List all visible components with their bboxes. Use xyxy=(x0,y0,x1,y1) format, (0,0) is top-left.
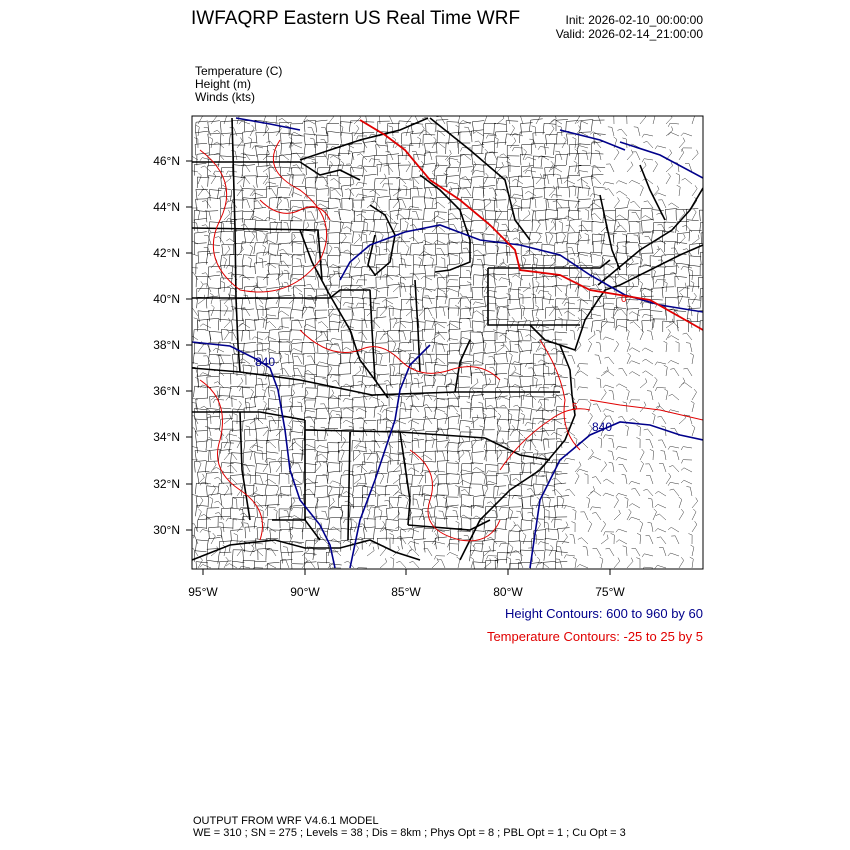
lon-label: 95°W xyxy=(188,585,218,599)
lon-label: 90°W xyxy=(290,585,320,599)
lat-label: 40°N xyxy=(153,292,180,306)
model-info-line2: WE = 310 ; SN = 275 ; Levels = 38 ; Dis = 8km ; Phys Opt = 8 ; PBL Opt = 1 ; Cu Opt = 3 xyxy=(193,827,626,839)
lon-label: 80°W xyxy=(493,585,523,599)
height-contour-legend: Height Contours: 600 to 960 by 60 xyxy=(504,606,703,621)
lon-label: 75°W xyxy=(595,585,625,599)
wind-barbs xyxy=(187,113,699,572)
wind-barb-field xyxy=(187,113,699,572)
lat-label: 44°N xyxy=(153,200,180,214)
county-lines xyxy=(193,119,713,575)
lat-label: 30°N xyxy=(153,523,180,537)
height-contour-label: 840 xyxy=(592,420,613,434)
field-temperature-label: Temperature (C) xyxy=(195,64,283,78)
height-contour-label: 840 xyxy=(255,355,276,369)
height-contours xyxy=(192,118,703,568)
lat-label: 36°N xyxy=(153,384,180,398)
lat-label: 42°N xyxy=(153,246,180,260)
lat-label: 46°N xyxy=(153,154,180,168)
init-time: Init: 2026-02-10_00:00:00 xyxy=(565,13,703,27)
temperature-contour-label: 0 xyxy=(621,294,627,305)
lon-label: 85°W xyxy=(391,585,421,599)
lat-label: 32°N xyxy=(153,477,180,491)
plot-title: IWFAQRP Eastern US Real Time WRF xyxy=(191,8,521,29)
temperature-contour-label: 5 xyxy=(572,402,578,413)
county-grid xyxy=(193,119,713,575)
latitude-axis xyxy=(186,161,192,530)
field-winds-label: Winds (kts) xyxy=(195,90,255,104)
temperature-contour-legend: Temperature Contours: -25 to 25 by 5 xyxy=(486,629,703,644)
longitude-axis xyxy=(203,569,610,575)
model-info-line1: OUTPUT FROM WRF V4.6.1 MODEL xyxy=(193,815,379,827)
lat-label: 34°N xyxy=(153,430,180,444)
valid-time: Valid: 2026-02-14_21:00:00 xyxy=(555,27,703,41)
field-height-label: Height (m) xyxy=(195,77,252,91)
temperature-contours xyxy=(200,120,703,541)
lat-label: 38°N xyxy=(153,338,180,352)
